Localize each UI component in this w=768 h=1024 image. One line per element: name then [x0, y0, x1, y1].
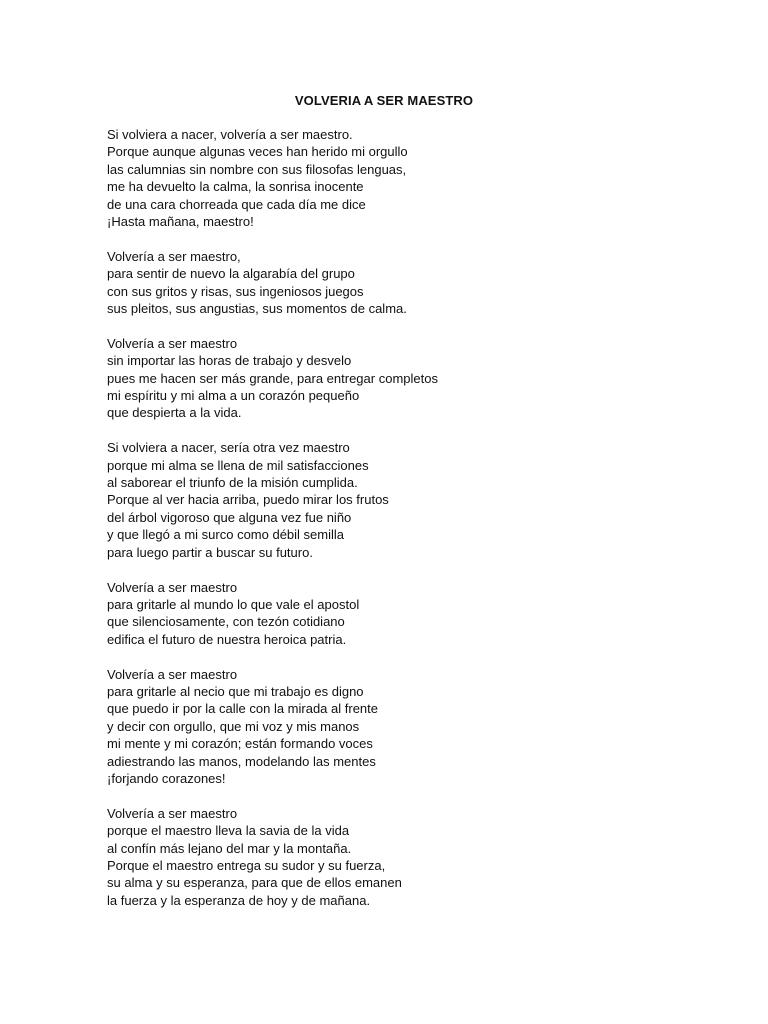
- poem-line: su alma y su esperanza, para que de ellos emanen: [107, 875, 402, 891]
- poem-line: mi mente y mi corazón; están formando voces: [107, 736, 373, 752]
- poem-line: Volvería a ser maestro: [107, 805, 238, 821]
- poem-line: adiestrando las manos, modelando las mentes: [107, 753, 376, 769]
- poem-line: sin importar las horas de trabajo y desvelo: [107, 353, 352, 369]
- poem-line: que silenciosamente, con tezón cotidiano: [107, 614, 345, 630]
- poem-line: Si volviera a nacer, sería otra vez maestro: [107, 440, 350, 456]
- poem-line: Porque al ver hacia arriba, puedo mirar los frutos: [107, 492, 389, 508]
- poem-line: las calumnias sin nombre con sus filosofas lenguas,: [107, 161, 407, 177]
- poem-line: para gritarle al necio que mi trabajo es digno: [107, 683, 364, 699]
- poem-line: y que llegó a mi surco como débil semilla: [107, 527, 344, 543]
- poem-line: con sus gritos y risas, sus ingeniosos juegos: [107, 283, 364, 299]
- poem-title: VOLVERIA A SER MAESTRO: [294, 93, 474, 108]
- poem-line: porque mi alma se llena de mil satisfacciones: [107, 457, 369, 473]
- poem-line: edifica el futuro de nuestra heroica patria.: [107, 631, 347, 647]
- poem-line: porque el maestro lleva la savia de la vida: [107, 823, 350, 839]
- poem-line: del árbol vigoroso que alguna vez fue niño: [107, 509, 352, 525]
- poem-line: Volvería a ser maestro: [107, 666, 238, 682]
- poem-line: Volvería a ser maestro: [107, 335, 238, 351]
- stanza: [107, 805, 707, 909]
- poem-line: la fuerza y la esperanza de hoy y de mañana.: [107, 892, 371, 908]
- stanza: [107, 126, 707, 230]
- poem-line: Si volviera a nacer, volvería a ser maestro.: [107, 127, 353, 142]
- poem-line: Porque el maestro entrega su sudor y su fuerza,: [107, 857, 386, 873]
- stanza: [107, 666, 707, 788]
- stanza: [107, 579, 707, 649]
- poem-line: y decir con orgullo, que mi voz y mis manos: [107, 718, 360, 734]
- poem-line: Porque aunque algunas veces han herido mi orgullo: [107, 144, 408, 160]
- poem-line: que despierta a la vida.: [107, 405, 242, 421]
- poem-line: ¡Hasta mañana, maestro!: [107, 214, 254, 230]
- poem-line: al saborear el triunfo de la misión cumplida.: [107, 475, 358, 491]
- poem-line: para gritarle al mundo lo que vale el apostol: [107, 596, 360, 612]
- poem-line: para sentir de nuevo la algarabía del grupo: [107, 266, 355, 282]
- stanza: [107, 439, 707, 561]
- stanza: [107, 248, 707, 318]
- poem-line: Volvería a ser maestro,: [107, 248, 241, 264]
- poem-line: que puedo ir por la calle con la mirada al frente: [107, 701, 378, 717]
- poem-line: para luego partir a buscar su futuro.: [107, 544, 313, 560]
- poem-line: ¡forjando corazones!: [107, 770, 226, 786]
- poem-line: de una cara chorreada que cada día me dice: [107, 196, 366, 212]
- stanza: [107, 335, 707, 422]
- poem-line: sus pleitos, sus angustias, sus momentos de calma.: [107, 301, 407, 317]
- poem-line: al confín más lejano del mar y la montaña.: [107, 840, 352, 856]
- poem-body: [107, 126, 707, 927]
- poem-line: me ha devuelto la calma, la sonrisa inocente: [107, 179, 364, 195]
- poem-line: mi espíritu y mi alma a un corazón pequeño: [107, 388, 360, 404]
- poem-line: Volvería a ser maestro: [107, 579, 238, 595]
- poem-line: pues me hacen ser más grande, para entregar completos: [107, 370, 438, 386]
